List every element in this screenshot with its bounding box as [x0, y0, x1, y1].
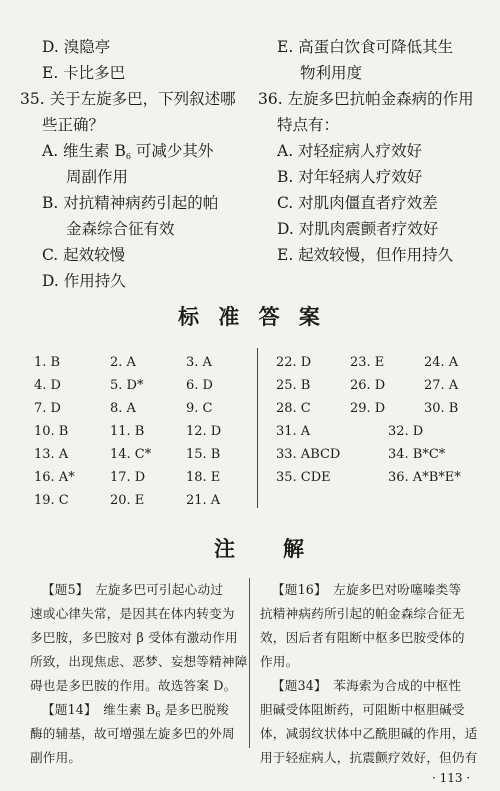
answer-item: 20. E	[110, 493, 145, 508]
q34-option-e: E. 卡比多巴	[42, 64, 126, 82]
answer-item: 14. C*	[110, 447, 152, 462]
q36-option-a: A. 对轻症病人疗效好	[277, 142, 423, 160]
note-q34-line: 【题34】 苯海索为合成的中枢性	[272, 678, 462, 693]
answer-item: 3. A	[186, 355, 212, 370]
answer-item: 9. C	[186, 401, 213, 416]
q35-option-c: C. 起效较慢	[42, 246, 126, 264]
note-q14-line	[42, 704, 229, 717]
q36-stem: 36. 左旋多巴抗帕金森病的作用	[258, 90, 474, 108]
answer-item: 27. A	[424, 378, 459, 393]
answer-item: 2. A	[110, 355, 136, 370]
q35-option-e: E. 高蛋白饮食可降低其生	[277, 38, 454, 56]
note-q14-text: 【题14】 维生素 B	[42, 702, 156, 717]
q34-option-d: D. 溴隐亭	[42, 38, 111, 56]
q35-stem-cont: 些正确？	[42, 116, 105, 134]
answer-item: 31. A	[276, 424, 311, 439]
q35-option-e-cont: 物利用度	[300, 64, 363, 82]
answers-heading: 标 准 答 案	[178, 304, 326, 329]
q36-stem-cont: 特点有：	[277, 116, 340, 134]
q35-option-a-text-end: 可减少其外	[130, 142, 214, 160]
answers-divider	[257, 348, 258, 508]
answer-item: 13. A	[34, 447, 69, 462]
q35-option-b: B. 对抗精神病药引起的帕	[42, 194, 219, 212]
note-q14-text-end: 是多巴脱羧	[160, 702, 229, 717]
note-q5-line: 多巴胺，多巴胺对 β 受体有激动作用	[30, 630, 238, 645]
answer-item: 34. B*C*	[388, 447, 446, 462]
note-q14-line: 副作用。	[30, 750, 82, 765]
answer-item: 30. B	[424, 401, 459, 416]
answer-item: 17. D	[110, 470, 146, 485]
q36-option-c: C. 对肌肉僵直者疗效差	[277, 194, 438, 212]
note-q34-line: 体，减弱纹状体中乙酰胆碱的作用，适	[260, 726, 478, 741]
answer-item: 10. B	[34, 424, 69, 439]
q36-option-d: D. 对肌肉震颤者疗效好	[277, 220, 439, 238]
note-q5-line: 【题5】 左旋多巴可引起心动过	[42, 582, 224, 597]
note-q16-line: 抗精神病药所引起的帕金森综合征无	[260, 606, 465, 621]
answer-item: 29. D	[350, 401, 386, 416]
subscript: 6	[155, 710, 161, 719]
answer-item: 32. D	[388, 424, 424, 439]
answer-item: 4. D	[34, 378, 61, 393]
note-q16-line: 【题16】 左旋多巴对吩噻嗪类等	[272, 582, 462, 597]
q35-option-a-cont: 周副作用	[66, 168, 129, 186]
q36-option-e: E. 起效较慢，但作用持久	[277, 246, 454, 264]
note-q5-line: 所致，出现焦虑、恶梦、妄想等精神障	[30, 654, 248, 669]
q35-option-a	[42, 144, 213, 160]
answer-item: 18. E	[186, 470, 221, 485]
answer-item: 21. A	[186, 493, 221, 508]
answer-item: 22. D	[276, 355, 312, 370]
answer-item: 19. C	[34, 493, 69, 508]
answer-item: 25. B	[276, 378, 311, 393]
page-number: · 113 ·	[432, 771, 471, 785]
note-q14-line: 酶的辅基，故可增强左旋多巴的外周	[30, 726, 235, 741]
q35-option-b-cont: 金森综合征有效	[66, 220, 175, 238]
answer-item: 26. D	[350, 378, 386, 393]
q35-option-d: D. 作用持久	[42, 272, 126, 290]
answer-item: 23. E	[350, 355, 385, 370]
answer-item: 12. D	[186, 424, 222, 439]
q36-option-b: B. 对年轻病人疗效好	[277, 168, 423, 186]
q35-option-a-text: A. 维生素 B	[42, 142, 126, 160]
note-q5-line: 速或心律失常，是因其在体内转变为	[30, 606, 235, 621]
answer-item: 16. A*	[34, 470, 75, 485]
subscript: 6	[125, 152, 131, 161]
note-q34-line: 胆碱受体阻断药，可阻断中枢胆碱受	[260, 702, 465, 717]
answer-item: 8. A	[110, 401, 136, 416]
note-q5-line: 碍也是多巴胺的作用。故选答案 D。	[30, 678, 237, 693]
answer-item: 1. B	[34, 355, 61, 370]
answer-item: 35. CDE	[276, 470, 331, 485]
answer-item: 11. B	[110, 424, 145, 439]
answer-item: 7. D	[34, 401, 61, 416]
answer-item: 36. A*B*E*	[388, 470, 461, 485]
note-q16-line: 作用。	[260, 654, 299, 669]
note-q16-line: 效，因后者有阻断中枢多巴胺受体的	[260, 630, 465, 645]
answer-item: 5. D*	[110, 378, 144, 393]
answer-item: 24. A	[424, 355, 459, 370]
answer-item: 33. ABCD	[276, 447, 341, 462]
answer-item: 6. D	[186, 378, 213, 393]
note-q34-line: 用于轻症病人，抗震颤疗效好，但仍有	[260, 750, 478, 765]
q35-stem: 35. 关于左旋多巴，下列叙述哪	[20, 90, 236, 108]
notes-divider	[249, 578, 250, 748]
answer-item: 15. B	[186, 447, 221, 462]
answer-item: 28. C	[276, 401, 311, 416]
notes-heading: 注 解	[214, 536, 306, 561]
